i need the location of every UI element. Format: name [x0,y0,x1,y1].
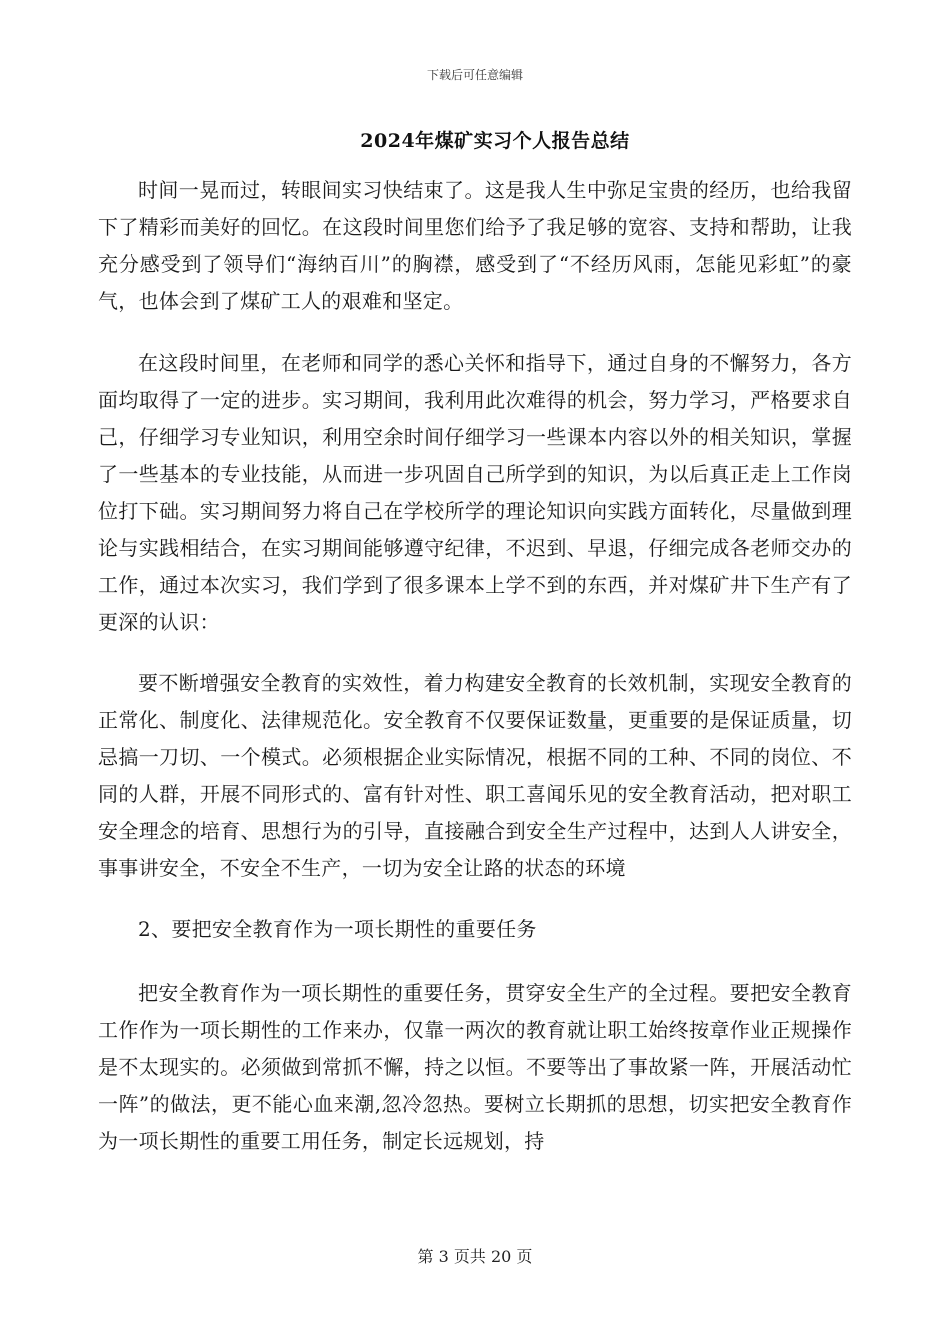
header-note: 下载后可任意编辑 [426,68,523,82]
paragraph-intro: 时间一晃而过，转眼间实习快结束了。这是我人生中弥足宝贵的经历，也给我留下了精彩而美好的回忆。在这段时间里您们给予了我足够的宽容、支持和帮助，让我充分感受到了领导们“海纳百川”的胸襟，感受到了“不经历风雨，怎能见彩虹”的豪气，也体会到了煤矿工人的艰难和坚定。 [98,178,852,313]
paragraph-safety-education: 要不断增强安全教育的实效性，着力构建安全教育的长效机制，实现安全教育的正常化、制度化、法律规范化。安全教育不仅要保证数量，更重要的是保证质量，切忌搞一刀切、一个模式。必须根据企业实际情况，根据不同的工种、不同的岗位、不同的人群，开展不同形式的、富有针对性、职工喜闻乐见的安全教育活动，把对职工安全理念的培育、思想行为的引导，直接融合到安全生产过程中，达到人人讲安全，事事讲安全，不安全不生产，一切为安全让路的状态的环境 [98,671,852,880]
section-heading-2: 2、要把安全教育作为一项长期性的重要任务 [138,917,537,941]
document-body [98,172,852,1185]
paragraph-progress: 在这段时间里，在老师和同学的悉心关怀和指导下，通过自身的不懈努力，各方面均取得了一定的进步。实习期间，我利用此次难得的机会，努力学习，严格要求自己，仔细学习专业知识，利用空余时间仔细学习一些课本内容以外的相关知识，掌握了一些基本的专业技能，从而进一步巩固自己所学到的知识，为以后真正走上工作岗位打下础。实习期间努力将自己在学校所学的理论知识向实践方面转化，尽量做到理论与实践相结合，在实习期间能够遵守纪律，不迟到、早退，仔细完成各老师交办的工作，通过本次实习，我们学到了很多课本上学不到的东西，并对煤矿井下生产有了更深的认识： [98,351,852,634]
paragraph-long-term-task: 把安全教育作为一项长期性的重要任务，贯穿安全生产的全过程。要把安全教育工作作为一项长期性的工作来办，仅靠一两次的教育就让职工始终按章作业正规操作是不太现实的。必须做到常抓不懈，持之以恒。不要等出了事故紧一阵，开展活动忙一阵”的做法，更不能心血来潮,忽冷忽热。要树立长期抓的思想，切实把安全教育作为一项长期性的重要工用任务，制定长远规划，持 [98,981,852,1153]
document-title: 2024年煤矿实习个人报告总结 [360,130,630,152]
page-number: 第 3 页共 20 页 [417,1247,533,1266]
